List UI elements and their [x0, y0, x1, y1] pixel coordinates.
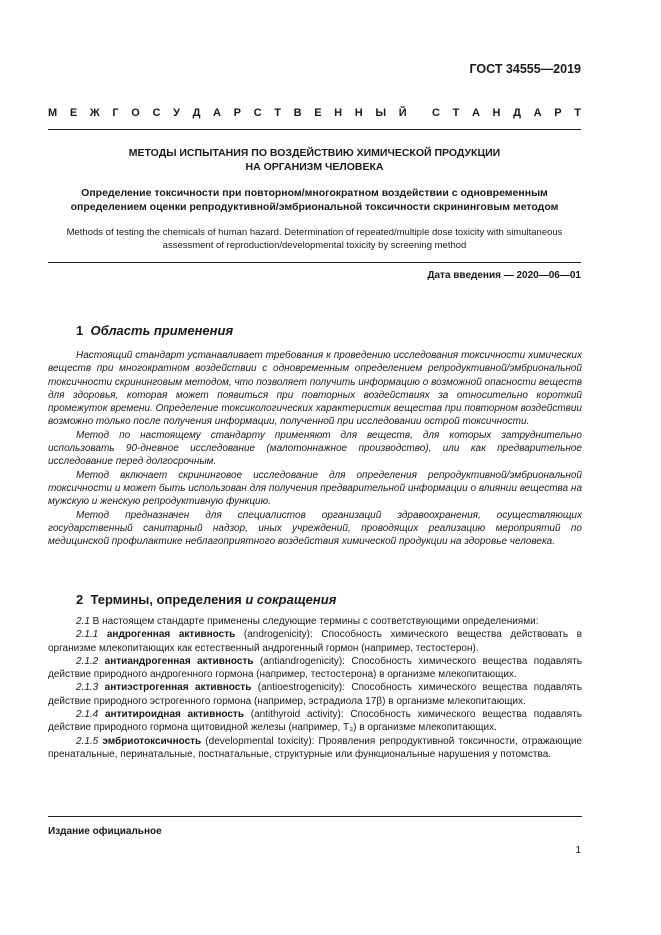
section-2-body [48, 615, 582, 761]
banner-letter: Ы [375, 107, 387, 119]
paragraph [48, 615, 582, 628]
title-line: МЕТОДЫ ИСПЫТАНИЯ ПО ВОЗДЕЙСТВИЮ ХИМИЧЕСКОЙ ПРОДУКЦИИ [128, 147, 501, 159]
term-entry [48, 628, 582, 655]
banner-letter: Р [233, 107, 241, 119]
term-entry [48, 708, 582, 735]
section-number: 1 [76, 323, 84, 338]
banner-letter: Н [354, 107, 363, 119]
term-definition: (antithyroid activity): Способность химического вещества подавлять действие природного гормона щитовидной железы (например, Т₃) в организме млекопитающих. [48, 709, 583, 734]
term-definition: (androgenicity): Способность химического вещества действовать в организме млекопитающих как естественный андрогенный гормон (например, тестостерон). [48, 629, 582, 654]
introduction-date: Дата введения — 2020—06—01 [427, 270, 581, 281]
clause-number: 2.1 [76, 616, 90, 627]
banner-letter: Й [398, 107, 407, 119]
footer-divider [48, 816, 582, 817]
document-code: ГОСТ 34555—2019 [469, 62, 581, 76]
section-1-body [48, 349, 582, 548]
section-1-heading [76, 323, 233, 338]
banner-letter: А [213, 107, 221, 119]
banner-letter: Д [513, 107, 521, 119]
banner-letter: Д [192, 107, 201, 119]
title-divider [48, 262, 581, 263]
term-name: антитироидная активность [105, 709, 244, 721]
clause-number: 2.1.3 [76, 682, 99, 694]
clause-number: 2.1.1 [76, 629, 99, 641]
banner-letter: Н [334, 107, 343, 119]
english-title-line: assessment of reproduction/developmental toxicity by screening method [162, 240, 467, 251]
banner-letter: Е [69, 107, 78, 119]
edition-label: Издание официальное [48, 826, 162, 837]
term-name: антиэстрогенная активность [104, 682, 252, 694]
banner-letter: С [431, 107, 440, 119]
subtitle-line: Определение токсичности при повторном/многократном воздействии с одновременным [81, 187, 548, 199]
clause-number: 2.1.4 [76, 709, 99, 721]
term-entry [48, 735, 582, 762]
title-line: НА ОРГАНИЗМ ЧЕЛОВЕКА [245, 161, 384, 173]
banner-letter: В [293, 107, 302, 119]
banner-letter: Т [274, 107, 281, 119]
term-definition: (antiandrogenicity): Способность химического вещества подавлять действие природного андрогенного гормона (например, тестостерона) в организме млекопитающих. [48, 655, 582, 681]
banner-letter: С [253, 107, 262, 119]
document-subtitle [48, 186, 581, 214]
term-definition: (developmental toxicity): Проявления репродуктивной токсичности, отражающие пренатальные, перинатальные, постнатальные, структурные или функциональные нарушения у потомства. [48, 735, 582, 760]
clause-number: 2.1.5 [76, 735, 99, 747]
banner-letter: С [152, 107, 161, 119]
banner-letter: Р [554, 107, 562, 119]
clause-text: В настоящем стандарте применены следующие термины с соответствующими определениями: [89, 616, 539, 627]
english-title-line: Methods of testing the chemicals of human hazard. Determination of repeated/multiple dose toxicity with simultaneous [66, 227, 563, 238]
standard-banner [48, 107, 581, 119]
term-name: эмбриотоксичность [102, 735, 202, 747]
paragraph: Метод по настоящему стандарту применяют для веществ, для которых затруднительно использовать 90-дневное исследование (малотоннажное производство), или как предварительное исследование перед долгосрочным. [48, 429, 582, 468]
banner-letter: М [48, 107, 58, 119]
term-entry [48, 681, 582, 708]
section-title: Термины, определения [90, 592, 246, 607]
banner-letter: Е [314, 107, 322, 119]
section-number: 2 [76, 592, 84, 607]
banner-letter: Т [574, 107, 581, 119]
banner-letter: Н [492, 107, 501, 119]
banner-letter: Т [452, 107, 460, 119]
section-title: Область применения [90, 323, 234, 338]
paragraph: Метод включает скрининговое исследование для определения репродуктивной/эмбриональной токсичности и может быть использован для получения предварительной информации о влиянии вещества на мужскую и женскую репродуктивную функцию. [48, 469, 582, 508]
banner-letter: О [131, 107, 140, 119]
term-definition: (antioestrogenicity): Способность химического вещества подавлять действие природного эстрогенного гормона (например, эстрадиола 17β) в организме млекопитающих. [48, 682, 583, 707]
banner-letter: А [471, 107, 480, 119]
header-divider [48, 129, 581, 130]
page-number: 1 [575, 845, 581, 856]
banner-letter: У [173, 107, 180, 119]
paragraph: Метод предназначен для специалистов организаций здравоохранения, осуществляющих государственный санитарный надзор, иных учреждений, проводящих реализацию мероприятий по медицинской профилактике неблагоприятного воздействия химической продукции на здоровье человека. [48, 509, 582, 548]
term-name: андрогенная активность [106, 629, 236, 641]
subtitle-line: определением оценки репродуктивной/эмбриональной токсичности скрининговым методом [70, 201, 559, 213]
paragraph: Настоящий стандарт устанавливает требования к проведению исследования токсичности химических веществ при многократном воздействии с одновременным определением репродуктивной/эмбриональной токсичности скрининговым методом, что позволяет получить информацию о возможной опасности веществ для здоровья, которая может появиться при повторных воздействиях за относительно короткий промежуток времени. Определение токсикологических характеристик вещества при повторном воздействии возможно только после получения информации, полученной при исследовании острой токсичности. [48, 350, 582, 428]
banner-letter: Ж [89, 107, 100, 119]
section-title-italic: и сокращения [245, 592, 337, 607]
clause-number: 2.1.2 [76, 655, 99, 667]
english-title [48, 226, 581, 252]
term-name: антиандрогенная активность [104, 655, 254, 667]
section-2-heading [76, 592, 336, 607]
banner-letter: А [533, 107, 542, 119]
banner-letter: Г [112, 107, 119, 119]
term-entry [48, 655, 582, 682]
document-title [48, 146, 581, 174]
